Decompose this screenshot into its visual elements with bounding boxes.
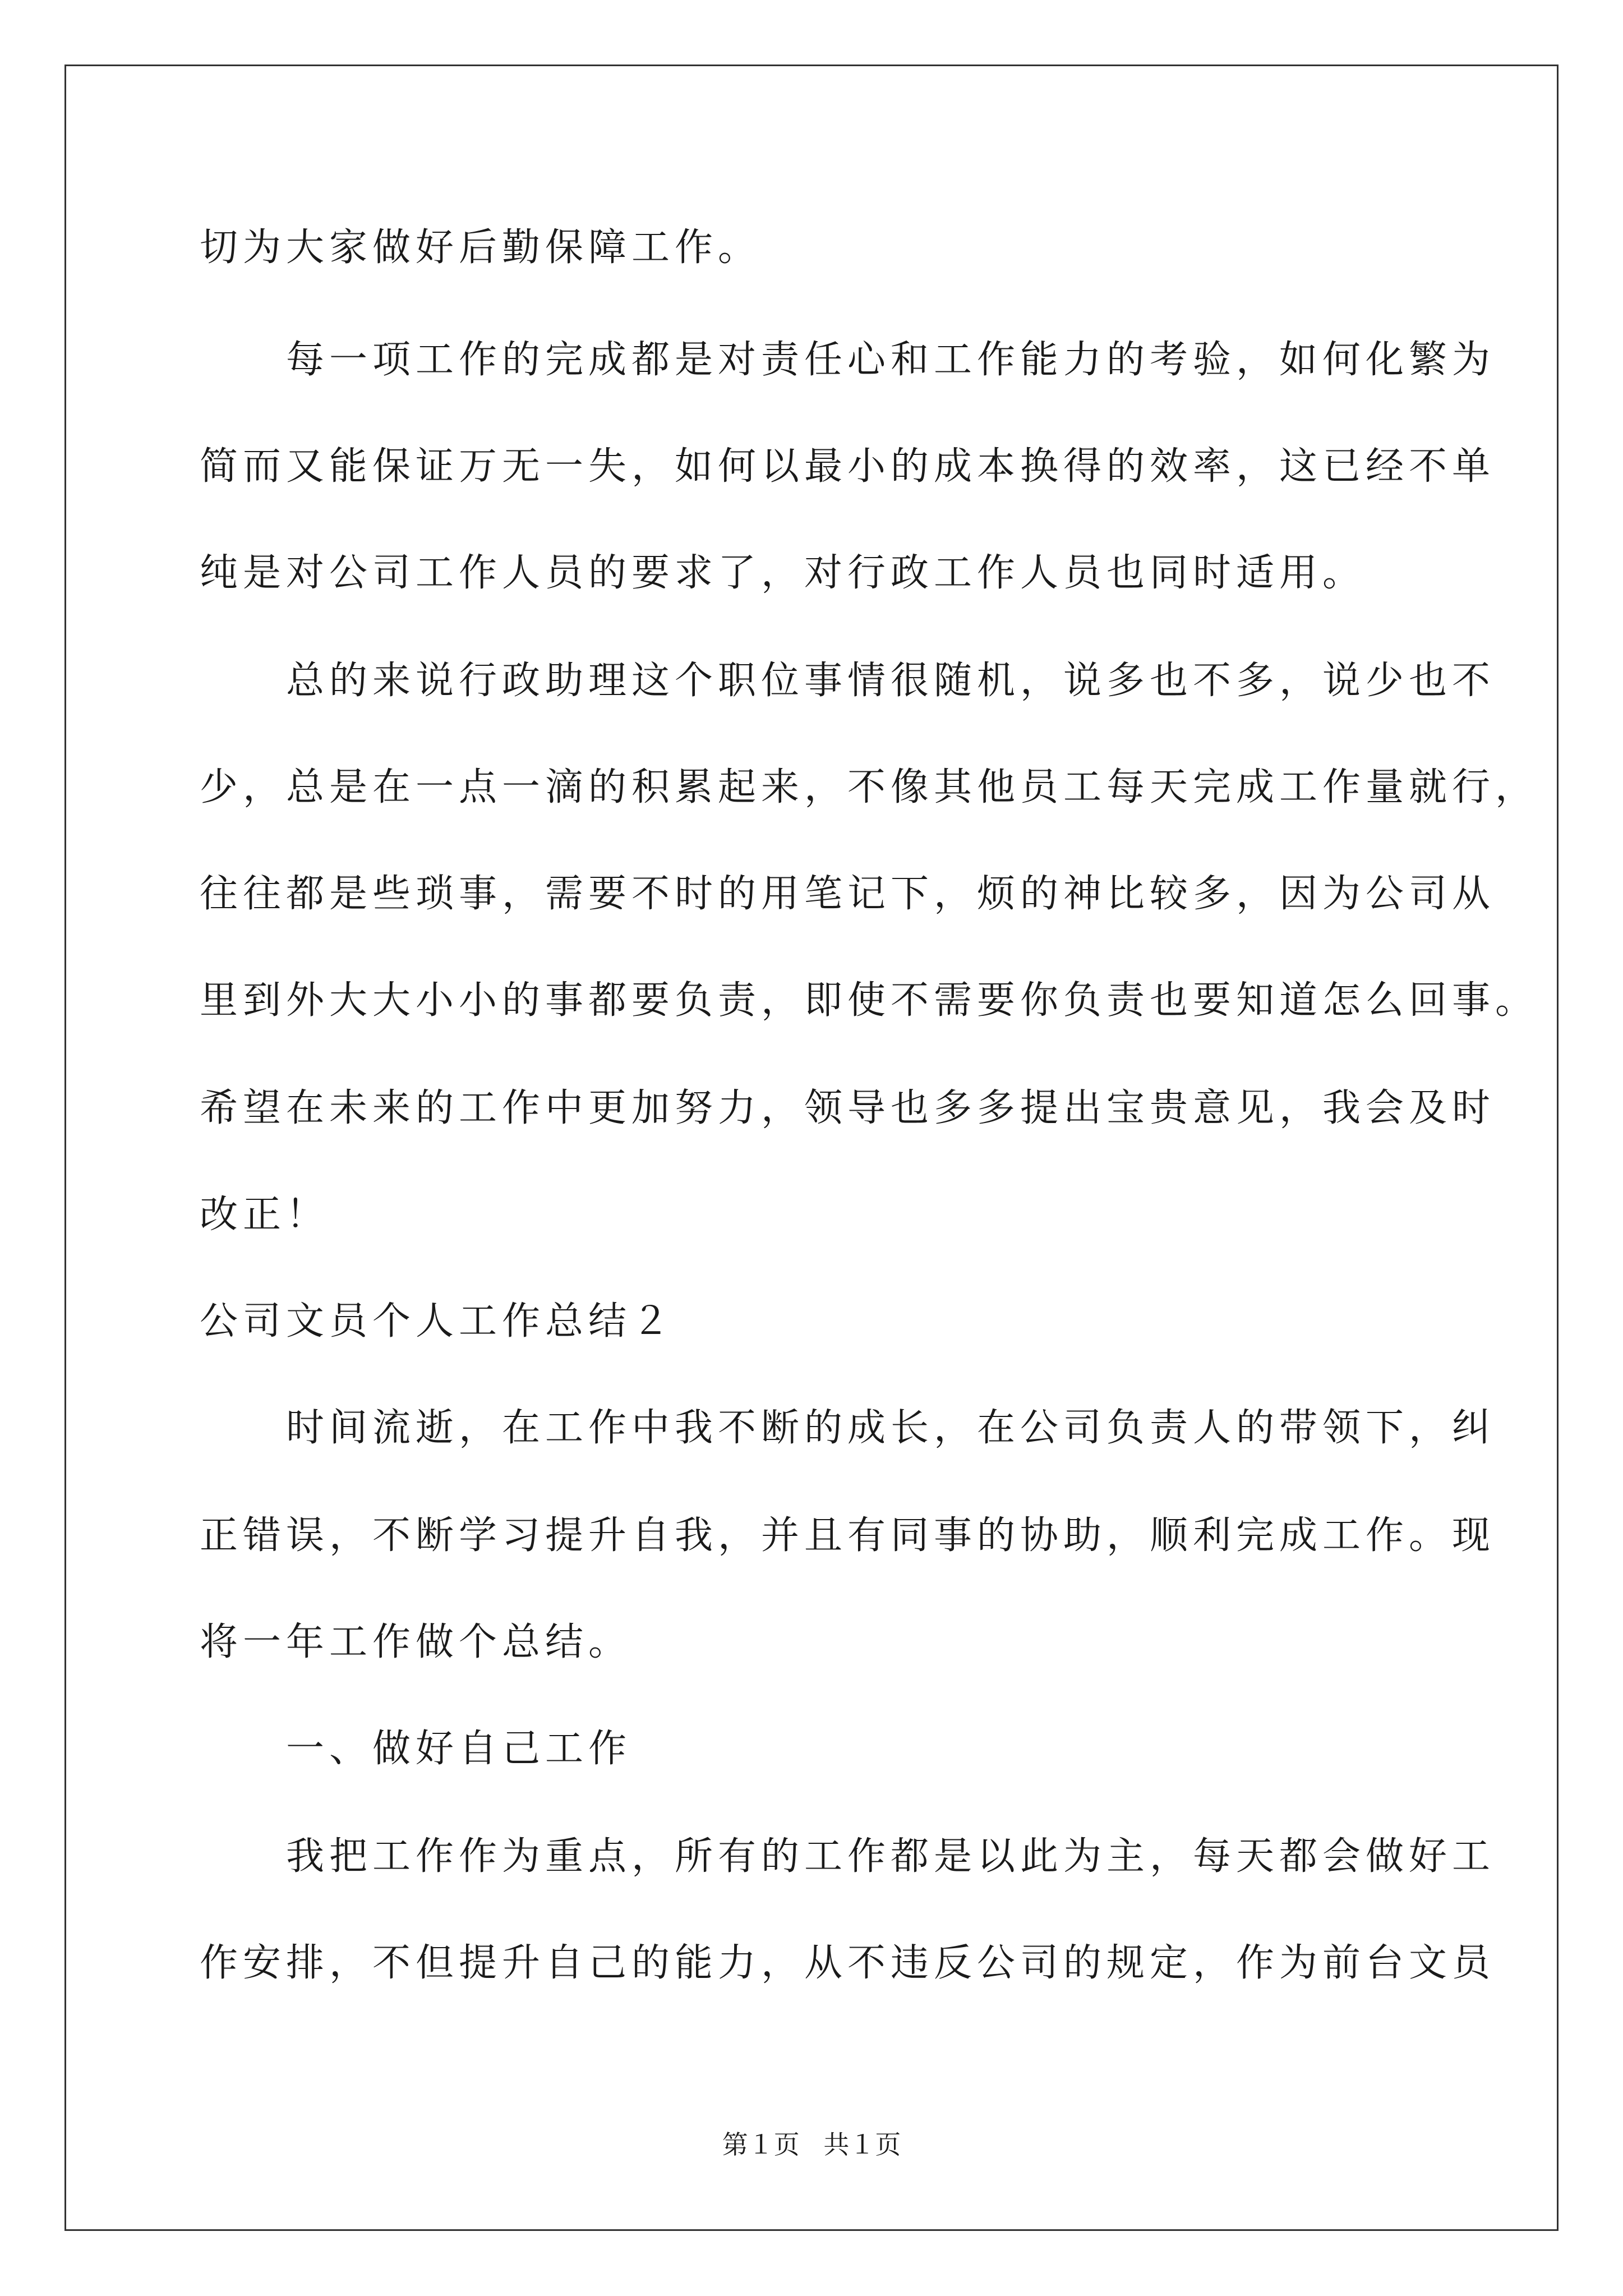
text-line: 每一项工作的完成都是对责任心和工作能力的考验，如何化繁为 (200, 338, 1496, 382)
text-line: 改正！ (200, 1193, 330, 1237)
text-line: 正错误，不断学习提升自我，并且有同事的协助，顺利完成工作。现 (200, 1513, 1496, 1558)
text-line: 简而又能保证万无一失，如何以最小的成本换得的效率，这已经不单 (200, 444, 1496, 489)
text-line: 里到外大大小小的事都要负责，即使不需要你负责也要知道怎么回事。 (200, 978, 1539, 1023)
text-line: 纯是对公司工作人员的要求了，对行政工作人员也同时适用。 (200, 551, 1366, 595)
text-line: 切为大家做好后勤保障工作。 (200, 226, 762, 270)
page-number: 第１页 (722, 2129, 800, 2160)
text-line: 希望在未来的工作中更加努力，领导也多多提出宝贵意见，我会及时 (200, 1086, 1496, 1130)
page-total: 共１页 (823, 2129, 901, 2160)
text-line: 时间流逝，在工作中我不断的成长，在公司负责人的带领下，纠 (200, 1406, 1496, 1450)
subsection-heading: 一、做好自己工作 (200, 1727, 632, 1771)
text-line: 作安排，不但提升自己的能力，从不违反公司的规定，作为前台文员 (200, 1941, 1496, 1985)
text-line: 总的来说行政助理这个职位事情很随机，说多也不多，说少也不 (200, 659, 1496, 703)
page-border (64, 65, 1559, 2231)
page-footer (0, 2129, 1623, 2160)
section-heading: 公司文员个人工作总结２ (200, 1299, 675, 1343)
text-line: 往往都是些琐事，需要不时的用笔记下，烦的神比较多，因为公司从 (200, 872, 1496, 916)
text-line: 将一年工作做个总结。 (200, 1620, 632, 1664)
text-line: 我把工作作为重点，所有的工作都是以此为主，每天都会做好工 (200, 1834, 1496, 1879)
text-line: 少，总是在一点一滴的积累起来，不像其他员工每天完成工作量就行， (200, 765, 1539, 809)
